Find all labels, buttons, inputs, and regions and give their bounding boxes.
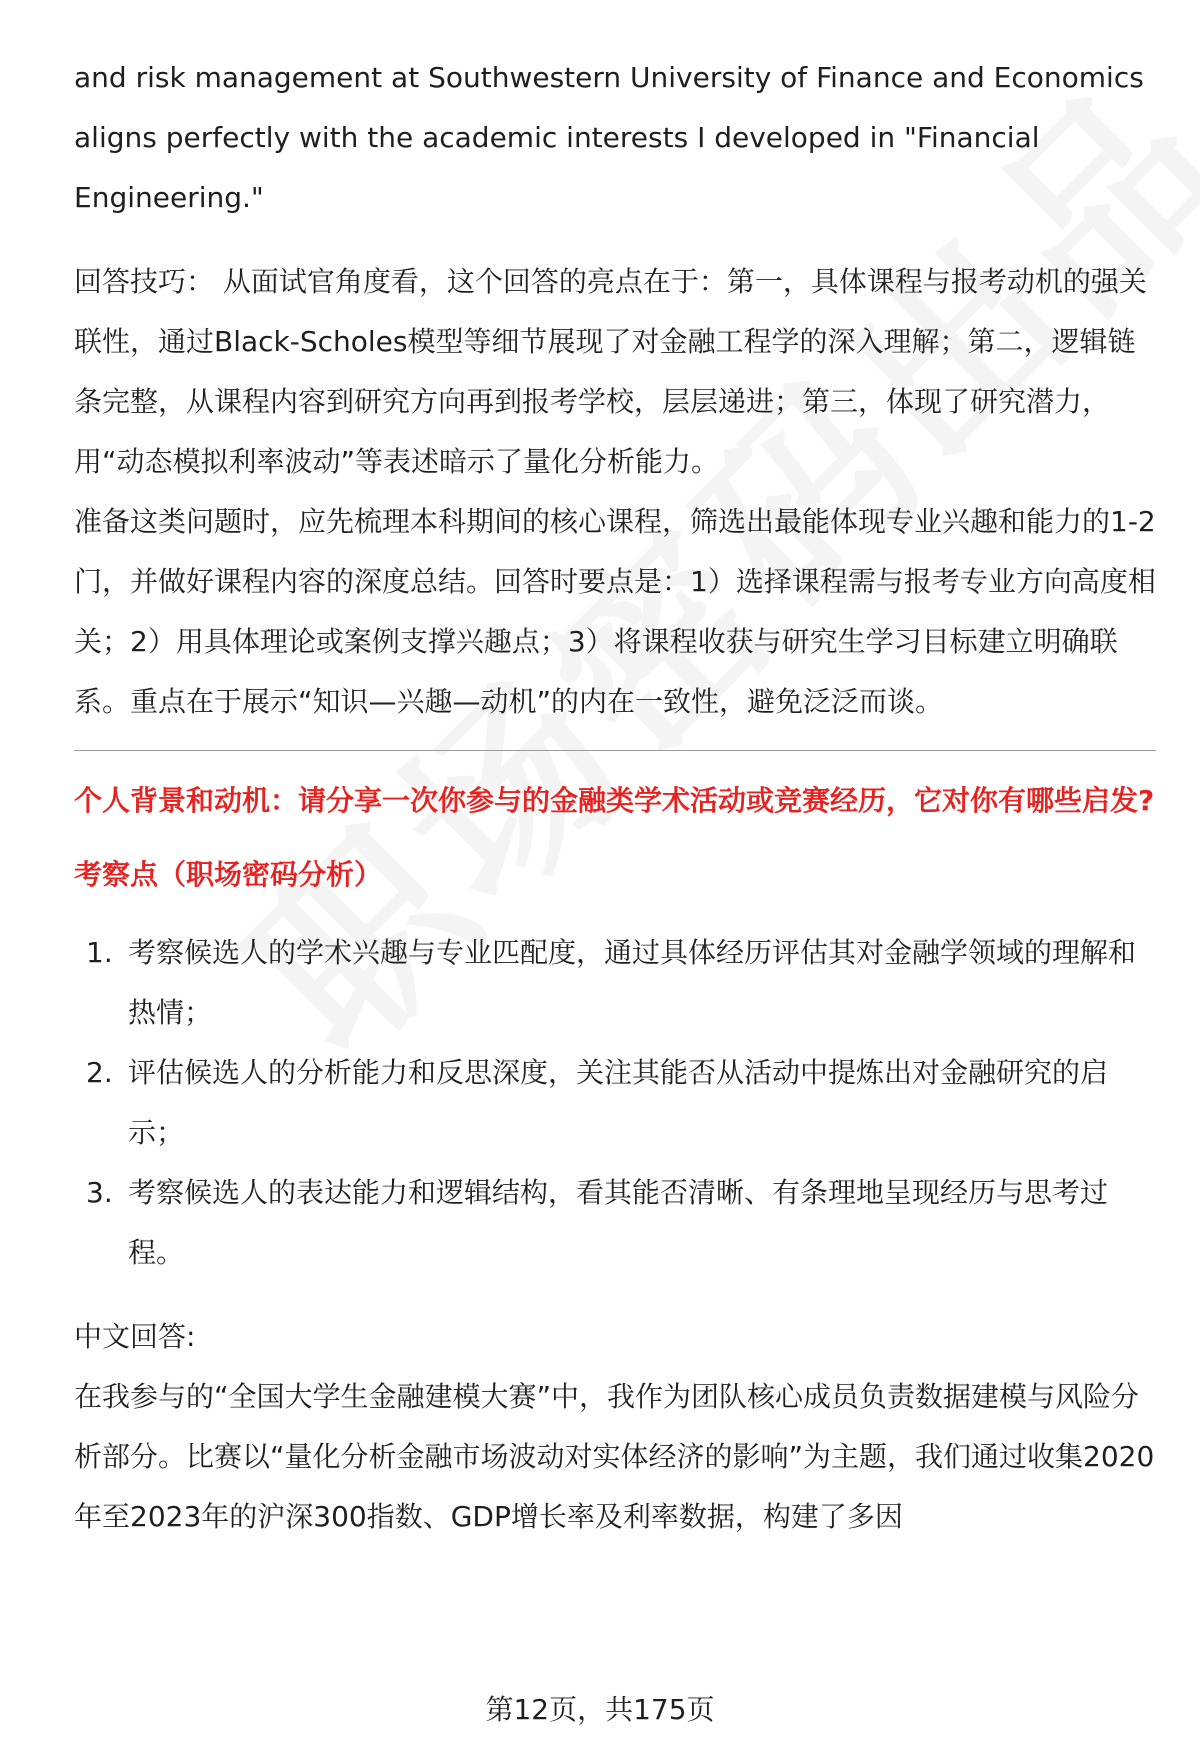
list-number: 1. [86,936,113,969]
question-title: 个人背景和动机：请分享一次你参与的金融类学术活动或竞赛经历，它对你有哪些启发? [74,784,1155,817]
list-text: 考察候选人的表达能力和逻辑结构，看其能否清晰、有条理地呈现经历与思考过程。 [128,1176,1109,1269]
list-item [74,1043,1156,1163]
list-number: 3. [86,1176,113,1209]
intro-paragraph: and risk management at Southwestern University of Finance and Economics aligns perfectly with the academic interests I developed in "Financial Engineering." [74,61,1144,214]
page-number: 第12页，共175页 [485,1693,715,1726]
answer-label: 中文回答: [74,1320,196,1353]
list-text: 考察候选人的学术兴趣与专业匹配度，通过具体经历评估其对金融学领域的理解和热情； [128,936,1137,1029]
answer-paragraph: 在我参与的“全国大学生金融建模大赛”中，我作为团队核心成员负责数据建模与风险分析部分。比赛以“量化分析金融市场波动对实体经济的影响”为主题，我们通过收集2020年至2023年的沪深300指数、GDP增长率及利率数据，构建了多因 [74,1380,1155,1533]
section-divider [74,750,1156,751]
list-number: 2. [86,1056,113,1089]
document-page [74,48,1156,1547]
prep-paragraph: 准备这类问题时，应先梳理本科期间的核心课程，筛选出最能体现专业兴趣和能力的1-2门，并做好课程内容的深度总结。回答时要点是：1）选择课程需与报考专业方向高度相关；2）用具体理论或案例支撑兴趣点；3）将课程收获与研究生学习目标建立明确联系。重点在于展示“知识—兴趣—动机”的内在一致性，避免泛泛而谈。 [74,505,1156,718]
assessment-list [74,923,1156,1283]
list-item [74,1163,1156,1283]
assessment-title: 考察点（职场密码分析） [74,858,383,891]
list-item [74,923,1156,1043]
list-text: 评估候选人的分析能力和反思深度，关注其能否从活动中提炼出对金融研究的启示； [128,1056,1109,1149]
tips-paragraph: 回答技巧： 从面试官角度看，这个回答的亮点在于：第一，具体课程与报考动机的强关联性，通过Black-Scholes模型等细节展现了对金融工程学的深入理解；第二，逻辑链条完整，从课程内容到研究方向再到报考学校，层层递进；第三，体现了研究潜力，用“动态模拟利率波动”等表述暗示了量化分析能力。 [74,265,1147,478]
